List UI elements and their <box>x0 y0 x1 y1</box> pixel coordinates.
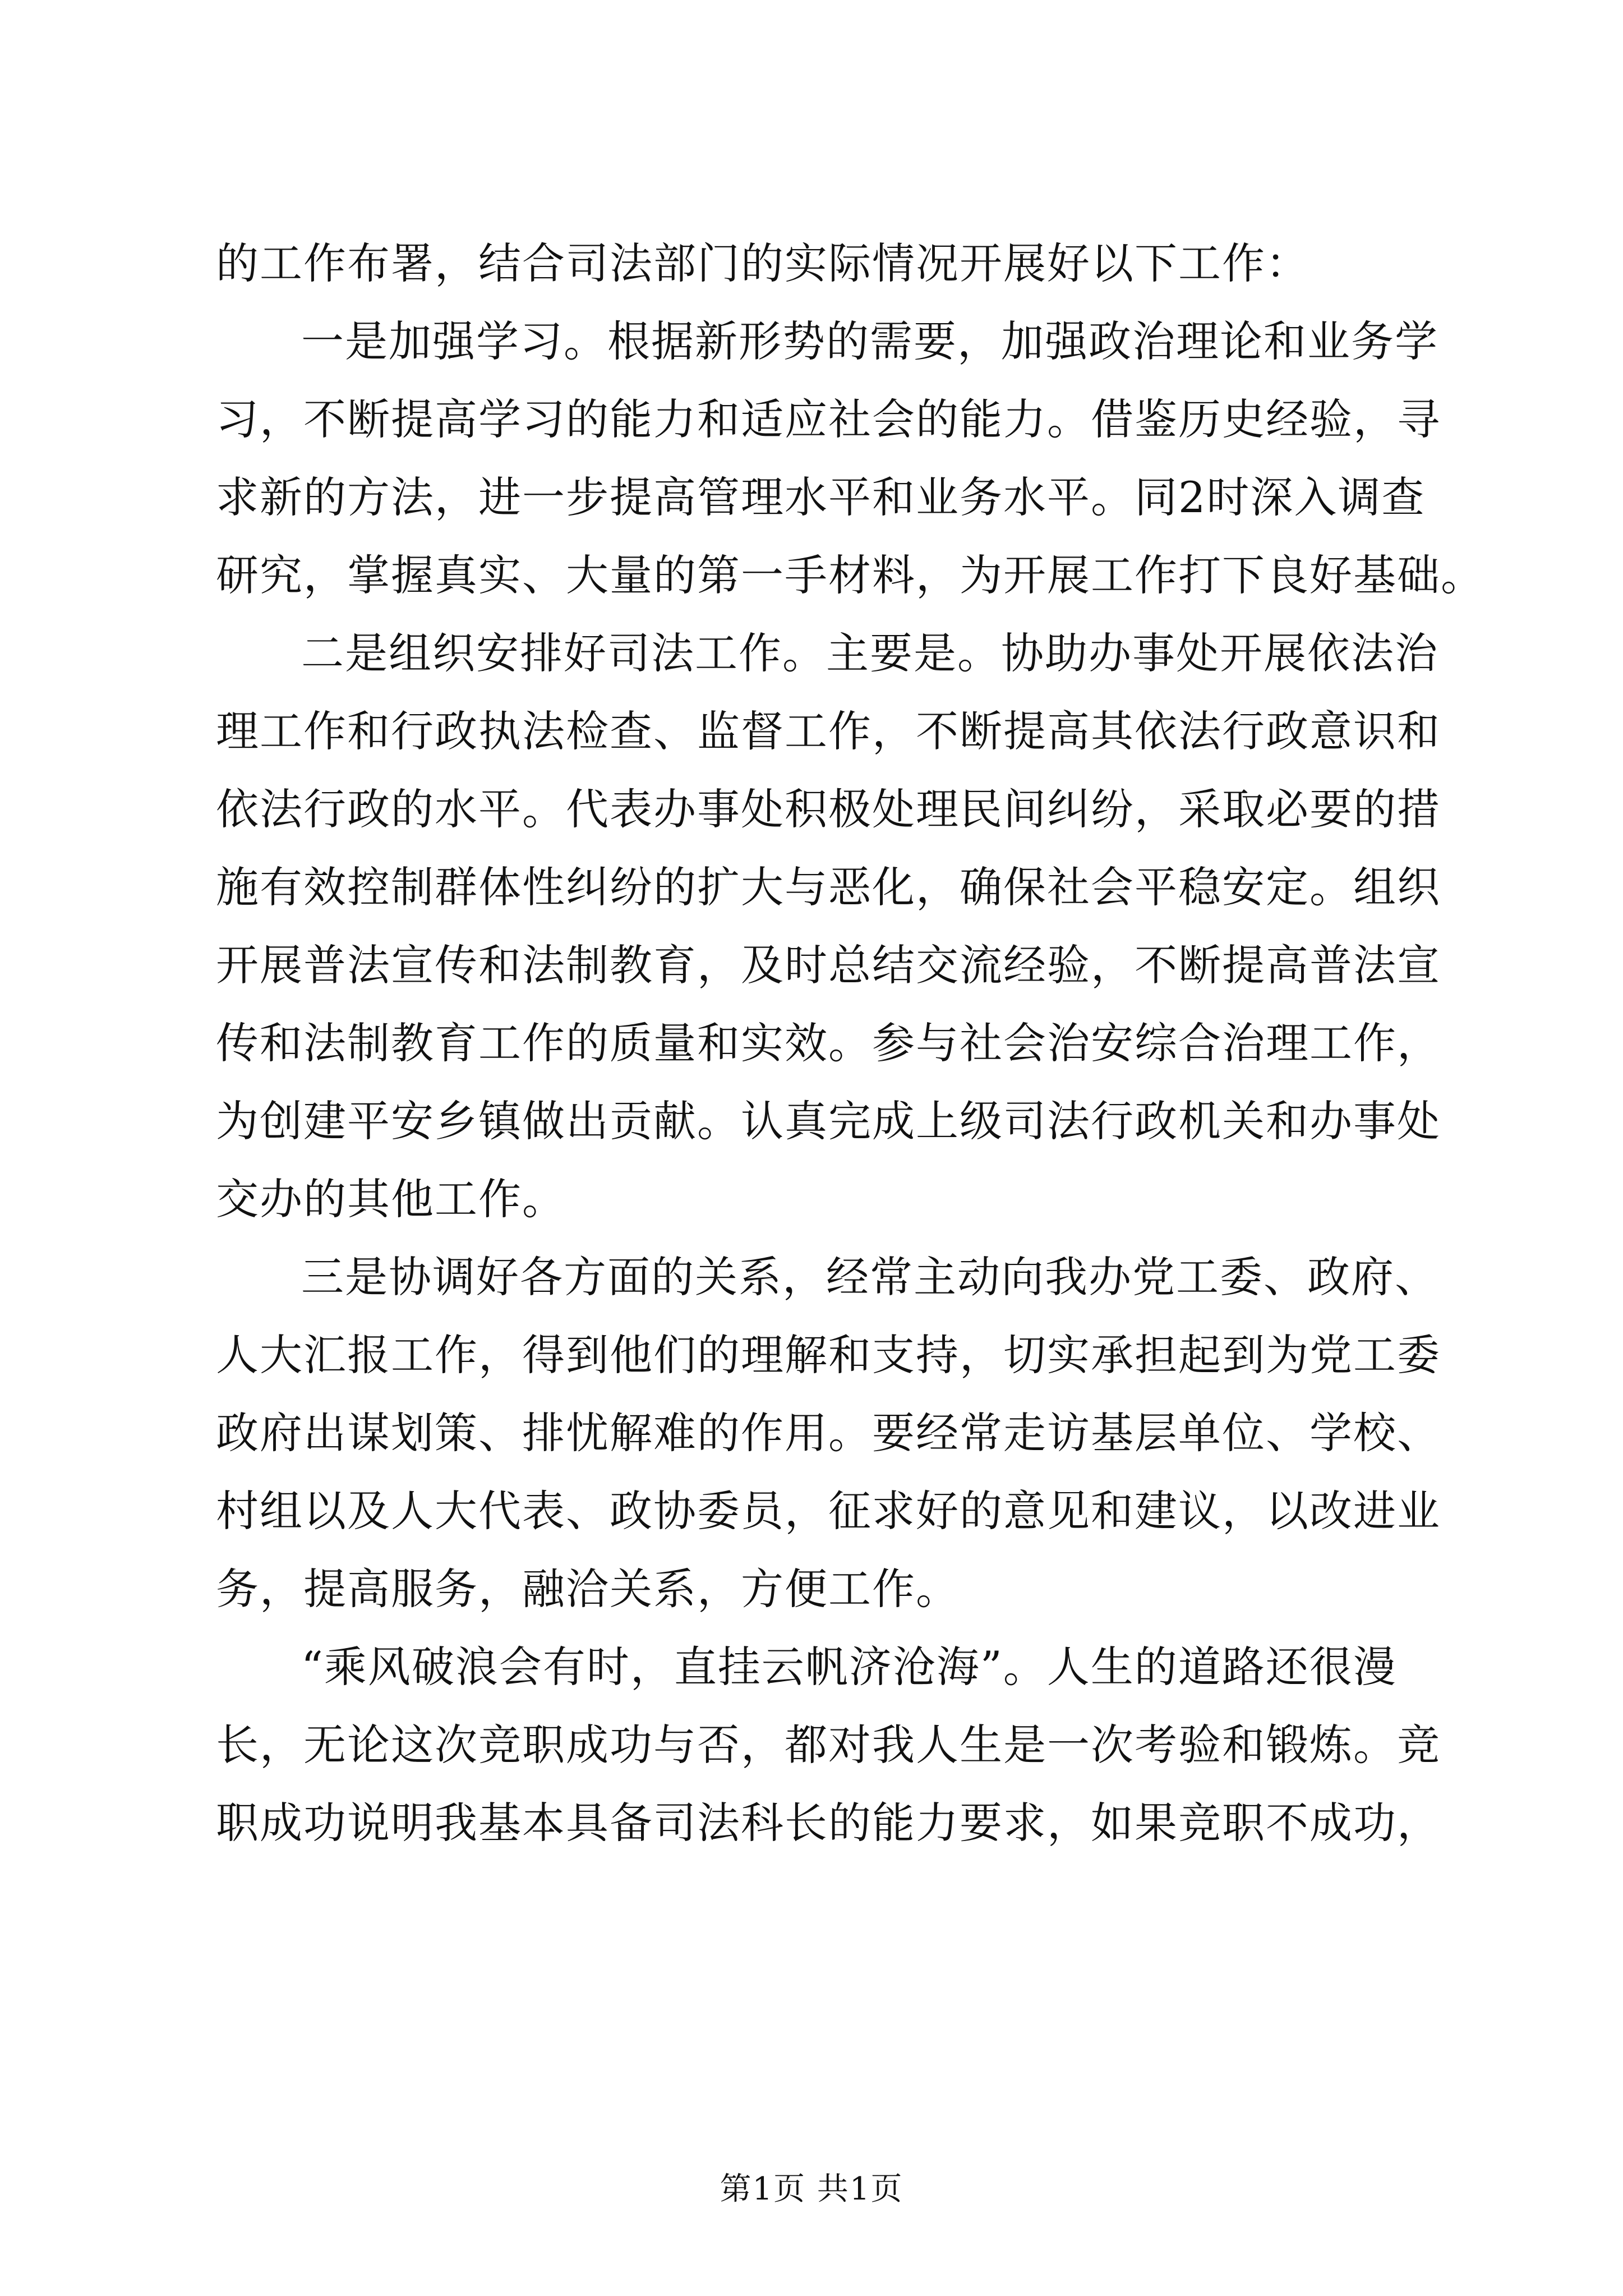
text-line: 习，不断提高学习的能力和适应社会的能力。借鉴历史经验，寻 <box>216 394 1441 444</box>
text-line: 为创建平安乡镇做出贡献。认真完成上级司法行政机关和办事处 <box>216 1096 1441 1146</box>
text-line: 研究，掌握真实、大量的第一手材料，为开展工作打下良好基础。 <box>216 550 1484 600</box>
paragraph-first-line: 三是协调好各方面的关系，经常主动向我办党工委、政府、 <box>301 1252 1438 1302</box>
text-line: 人大汇报工作，得到他们的理解和支持，切实承担起到为党工委 <box>216 1330 1441 1380</box>
text-line: 传和法制教育工作的质量和实效。参与社会治安综合治理工作， <box>216 1018 1441 1068</box>
text-line: 施有效控制群体性纠纷的扩大与恶化，确保社会平稳安定。组织 <box>216 862 1441 912</box>
text-line: 的工作布署，结合司法部门的实际情况开展好以下工作： <box>216 238 1310 288</box>
text-line: 交办的其他工作。 <box>216 1174 566 1224</box>
text-line: 长，无论这次竞职成功与否，都对我人生是一次考验和锻炼。竞 <box>216 1720 1441 1770</box>
document-body <box>216 224 1484 1862</box>
text-line: 开展普法宣传和法制教育，及时总结交流经验，不断提高普法宣 <box>216 940 1441 990</box>
text-line: 务，提高服务，融洽关系，方便工作。 <box>216 1564 960 1614</box>
text-line: 村组以及人大代表、政协委员，征求好的意见和建议，以改进业 <box>216 1486 1441 1536</box>
text-line: 政府出谋划策、排忧解难的作用。要经常走访基层单位、学校、 <box>216 1408 1441 1458</box>
text-line: 依法行政的水平。代表办事处积极处理民间纠纷，采取必要的措 <box>216 784 1441 834</box>
page-footer: 第1页 共1页 <box>720 2171 903 2207</box>
paragraph-first-line: 二是组织安排好司法工作。主要是。协助办事处开展依法治 <box>301 628 1438 678</box>
paragraph-first-line: 一是加强学习。根据新形势的需要，加强政治理论和业务学 <box>301 316 1438 366</box>
text-line: 职成功说明我基本具备司法科长的能力要求，如果竞职不成功， <box>216 1798 1441 1848</box>
paragraph-first-line: “乘风破浪会有时，直挂云帆济沧海”。人生的道路还很漫 <box>301 1642 1397 1692</box>
text-line: 理工作和行政执法检查、监督工作，不断提高其依法行政意识和 <box>216 706 1441 756</box>
text-line: 求新的方法，进一步提高管理水平和业务水平。同2时深入调查 <box>216 472 1426 522</box>
